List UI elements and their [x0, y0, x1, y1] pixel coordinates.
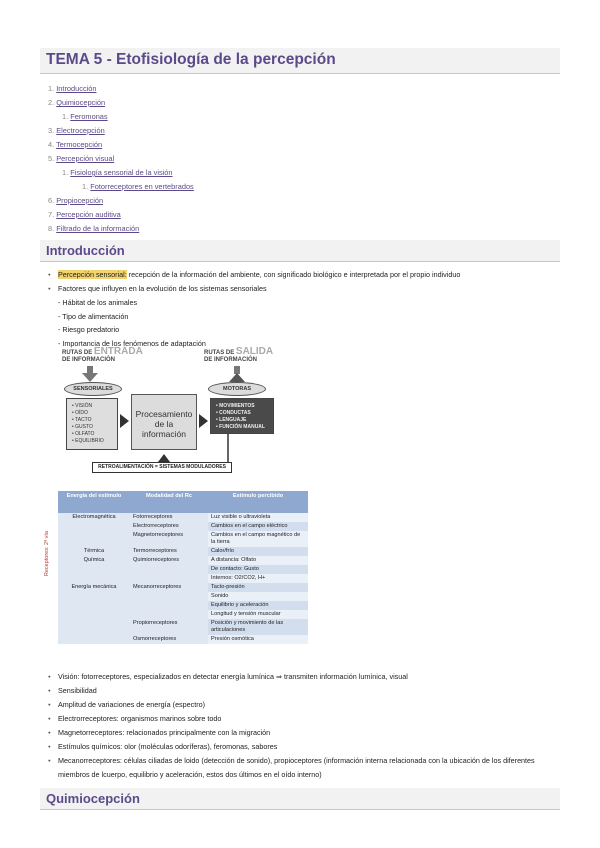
- information-flow-diagram: [58, 344, 280, 484]
- col-header: Energía del estímulo: [58, 491, 130, 513]
- intro-bullets: [48, 268, 558, 350]
- motoras-label: MOTORAS: [208, 382, 266, 396]
- definition-text: recepción de la información del ambiente, con significado biológico e interpretada por el propio individuo: [126, 270, 461, 279]
- list-item: ● Mecanorreceptores: células ciliadas de loido (detección de sonido), propioceptores (información interna relacionada con la ubicación de los diferentes miembros de lcuerpo, equilibrio y aceleración, estos dos últimos en el oído interno): [48, 754, 558, 782]
- table-row: Propiorreceptores Posición y movimiento de las articulaciones: [58, 619, 308, 635]
- sub-item: - Importancia de los fenómenos de adaptación: [58, 338, 206, 348]
- table-row: Osmorreceptores Presión osmótica: [58, 635, 308, 644]
- output-routes-title: RUTAS DE SALIDA DE INFORMACIÓN: [204, 346, 274, 363]
- list-item: ● Visión: fotorreceptores, especializados en detectar energía lumínica ⇒ transmiten información lumínica, visual: [48, 670, 558, 684]
- table-header-row: [58, 491, 308, 513]
- col-header: Modalidad del Rc: [130, 491, 208, 513]
- list-item: ● Estímulos químicos: olor (moléculas odoríferas), feromonas, sabores: [48, 740, 558, 754]
- outputs-box: • MOVIMIENTOS • CONDUCTAS • LENGUAJE • FUNCIÓN MANUAL: [210, 398, 274, 434]
- sensoriales-label: SENSORIALES: [64, 382, 122, 396]
- section-title: Quimiocepción: [46, 791, 140, 806]
- table-side-label: Receptores: 2ª vía: [44, 531, 50, 577]
- input-routes-title: RUTAS DE ENTRADA DE INFORMACIÓN: [62, 346, 143, 363]
- sub-item: - Hábitat de los animales: [58, 298, 138, 307]
- section-heading-introduccion: [40, 240, 560, 262]
- senses-box: • VISIÓN • OÍDO • TACTO • GUSTO • OLFATO • EQUILIBRIO: [66, 398, 118, 450]
- toc-item-percepcion-visual[interactable]: 5. Percepción visual: [48, 154, 115, 163]
- table-row: Longitud y tensión muscular: [58, 610, 308, 619]
- table-row: Internos: O2/CO2, H+: [58, 574, 308, 583]
- table-row: Electrorreceptores Cambios en el campo eléctrico: [58, 522, 308, 531]
- page-title: TEMA 5 - Etofisiología de la percepción: [46, 51, 336, 68]
- receptors-table: [58, 491, 308, 644]
- toc-item-introduccion[interactable]: 1. Introducción: [48, 84, 97, 93]
- table-row: Química Quimiorreceptores A distancia: Olfato: [58, 556, 308, 565]
- list-item: ● Factores que influyen en la evolución de los sistemas sensoriales: [48, 282, 558, 296]
- section-heading-quimiocepcion: [40, 788, 560, 810]
- table-row: De contacto: Gusto: [58, 565, 308, 574]
- highlighted-term: Percepción sensorial:: [58, 270, 127, 279]
- feedback-label: RETROALIMENTACIÓN = SISTEMAS MODULADORES: [92, 462, 232, 473]
- toc-item-fotorreceptores[interactable]: 1. Fotorreceptores en vertebrados: [82, 182, 194, 191]
- title-bar: [40, 48, 560, 74]
- receptor-notes-list: [48, 670, 558, 782]
- list-item: ● Sensibilidad: [48, 684, 558, 698]
- processing-box: Procesamiento de la información: [131, 394, 197, 450]
- table-row: Electromagnética Fotorreceptores Luz visible o ultravioleta: [58, 513, 308, 522]
- table-row: Sonido: [58, 592, 308, 601]
- sub-item: - Tipo de alimentación: [58, 311, 129, 321]
- table-of-contents: [48, 82, 548, 236]
- list-item: ● Magnetorreceptores: relacionados principalmente con la migración: [48, 726, 558, 740]
- toc-item-electrocepcion[interactable]: 3. Electrocepción: [48, 126, 105, 135]
- receptors-table-figure: [44, 491, 308, 661]
- toc-item-percepcion-auditiva[interactable]: 7. Percepción auditiva: [48, 210, 121, 219]
- toc-item-termocepcion[interactable]: 4. Termocepción: [48, 140, 103, 149]
- list-item: ● Electrorreceptores: organismos marinos sobre todo: [48, 712, 558, 726]
- list-item: [48, 268, 558, 282]
- table-row: Equilibrio y aceleración: [58, 601, 308, 610]
- col-header: Estímulo percibido: [208, 491, 308, 513]
- toc-item-filtrado[interactable]: 8. Filtrado de la información: [48, 224, 140, 233]
- section-title: Introducción: [46, 243, 125, 258]
- table-row: Térmica Termorreceptores Calor/frío: [58, 547, 308, 556]
- table-row: Energía mecánica Mecanorreceptores Tacto-presión: [58, 583, 308, 592]
- table-row: Magnetorreceptores Cambios en el campo magnético de la tierra: [58, 531, 308, 547]
- toc-item-fisiologia-vision[interactable]: 1. Fisiología sensorial de la visión: [62, 168, 173, 177]
- list-item: ● Amplitud de variaciones de energía (espectro): [48, 698, 558, 712]
- toc-item-quimiocepcion[interactable]: 2. Quimiocepción: [48, 98, 106, 107]
- toc-item-feromonas[interactable]: 1. Feromonas: [62, 112, 108, 121]
- sub-item: - Riesgo predatorio: [58, 325, 120, 334]
- toc-item-propiocepcion[interactable]: 6. Propiocepción: [48, 196, 104, 205]
